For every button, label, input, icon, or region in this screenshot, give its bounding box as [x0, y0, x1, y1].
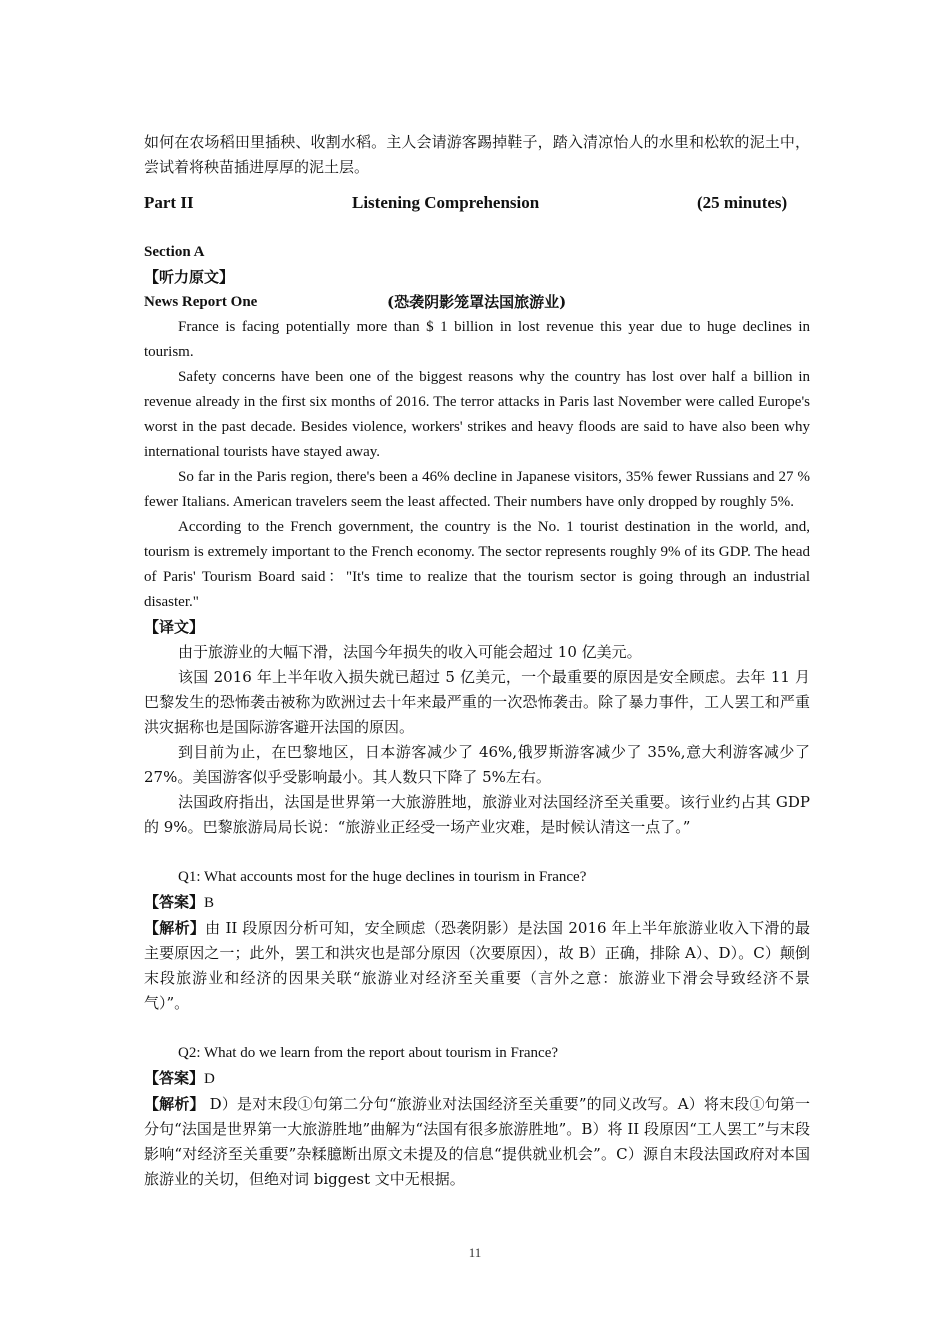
report-heading: [144, 290, 810, 315]
analysis-label: 【解析】: [144, 1095, 205, 1113]
analysis-label: 【解析】: [144, 919, 206, 937]
answer-label: 【答案】: [144, 1069, 205, 1087]
transcript-label: 【听力原文】: [144, 268, 235, 286]
page-number: 11: [468, 1245, 482, 1260]
report-title: News Report One: [144, 294, 258, 310]
answer-line: [144, 890, 810, 916]
part-heading: [144, 190, 810, 215]
report-subtitle: (恐袭阴影笼罩法国旅游业): [387, 293, 567, 311]
translation-label: 【译文】: [144, 618, 205, 636]
translation-paragraph: 法国政府指出，法国是世界第一大旅游胜地，旅游业对法国经济至关重要。该行业约占其 GDP 的 9%。巴黎旅游局局长说：“旅游业正经受一场产业灾难，是时候认清这一点了。”: [144, 793, 810, 836]
translation-paragraph: 到目前为止，在巴黎地区，日本游客减少了 46%,俄罗斯游客减少了 35%,意大利游客减少了 27%。美国游客似乎受影响最小。其人数只下降了 5%左右。: [144, 743, 810, 786]
translation-paragraph: 该国 2016 年上半年收入损失就已超过 5 亿美元，一个最重要的原因是安全顾虑。去年 11 月巴黎发生的恐怖袭击被称为欧洲过去十年来最严重的一次恐怖袭击。除了暴力事件，工人罢工和严重洪灾据称也是国际游客避开法国的原因。: [144, 668, 810, 736]
answer-label: 【答案】: [144, 893, 205, 911]
transcript-paragraph: France is facing potentially more than $ 1 billion in lost revenue this year due to huge declines in tourism.: [144, 319, 810, 360]
intro-paragraph: 如何在农场稻田里插秧、收割水稻。主人会请游客踢掉鞋子，踏入清凉怡人的水里和松软的泥土中，尝试着将秧苗插进厚厚的泥土层。: [144, 133, 810, 176]
part-label: Part II: [144, 193, 194, 212]
translation-paragraph: 由于旅游业的大幅下滑，法国今年损失的收入可能会超过 10 亿美元。: [178, 643, 642, 661]
section-a: [144, 240, 810, 1192]
analysis-line: [144, 916, 810, 1016]
answer-value: B: [204, 895, 215, 911]
transcript-paragraph: According to the French government, the country is the No. 1 tourist destination in the world, and, tourism is extremely important to the French economy. The sector represents roughly 9% of its GDP. The head of Paris' Tourism Board said："It's time to realize that the tourism sector is going through an industrial disaster.": [144, 519, 810, 610]
analysis-text: D）是对末段①句第二分句“旅游业对法国经济至关重要”的同义改写。A）将末段①句第一分句“法国是世界第一大旅游胜地”曲解为“法国有很多旅游胜地”。B）将 II 段原因“工人罢工”与末段影响“对经济至关重要”杂糅臆断出原文未提及的信息“提供就业机会”。C）源自末段法国政府对本国旅游业的关切，但绝对词 biggest 文中无根据。: [144, 1095, 810, 1188]
transcript-paragraph: Safety concerns have been one of the biggest reasons why the country has lost over half a billion in revenue already in the first six months of 2016. The terror attacks in Paris last November were called Europe's worst in the past decade. Besides violence, workers' strikes and heavy floods are said to have also been why international tourists have stayed away.: [144, 369, 810, 460]
question-text: Q1: What accounts most for the huge declines in tourism in France?: [178, 869, 587, 885]
answer-line: [144, 1066, 810, 1092]
question-text: Q2: What do we learn from the report about tourism in France?: [178, 1045, 559, 1061]
question-block: [144, 1041, 810, 1192]
transcript-paragraph: So far in the Paris region, there's been a 46% decline in Japanese visitors, 35% fewer Russians and 27 % fewer Italians. American travelers seem the least affected. Their numbers have only dropped by roughly 5%.: [144, 469, 810, 510]
answer-value: D: [204, 1071, 215, 1087]
analysis-line: [144, 1092, 810, 1192]
part-title: Listening Comprehension: [352, 193, 540, 212]
part-time: (25 minutes): [697, 193, 788, 212]
question-block: [144, 865, 810, 1016]
analysis-text: 由 II 段原因分析可知，安全顾虑（恐袭阴影）是法国 2016 年上半年旅游业收入下滑的最主要原因之一；此外，罢工和洪灾也是部分原因（次要原因），故 B）正确，排除 A）、D）。C）颠倒末段旅游业和经济的因果关联“旅游业对经济至关重要（言外之意：旅游业下滑会导致经济不景气）”。: [144, 919, 810, 1012]
section-title: Section A: [144, 244, 205, 260]
